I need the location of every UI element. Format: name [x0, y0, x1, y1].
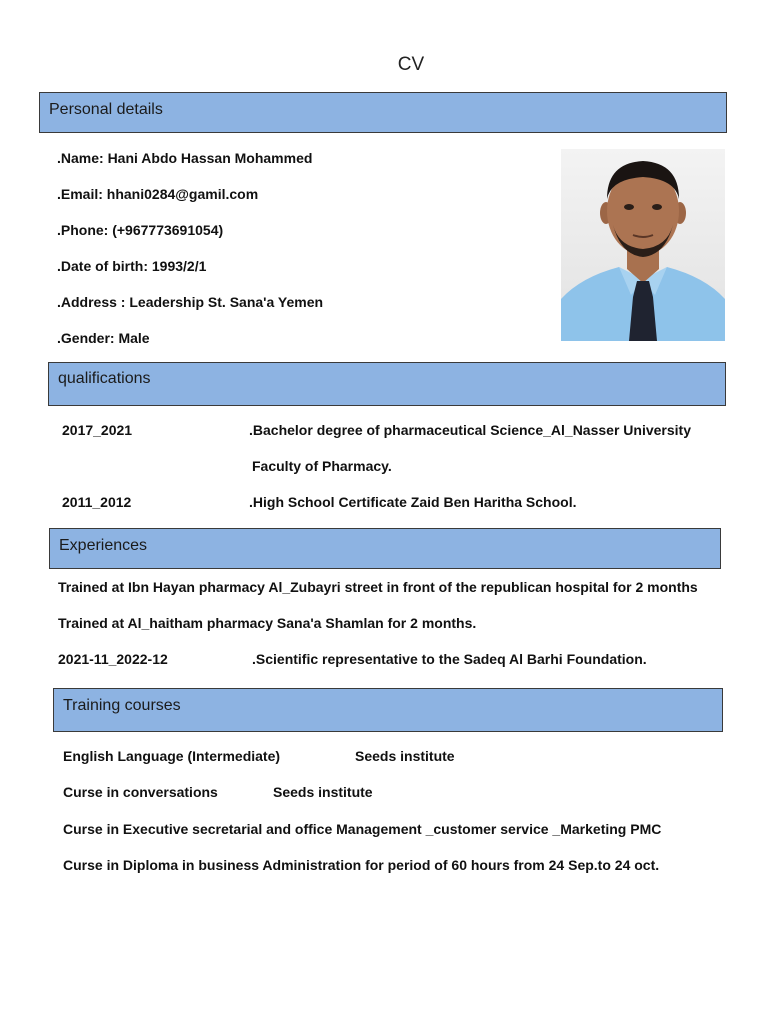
training-4: Curse in Diploma in business Administration for period of 60 hours from 24 Sep.to 24 oct. [63, 857, 660, 873]
section-header-training: Training courses [53, 688, 723, 732]
personal-name: .Name: Hani Abdo Hassan Mohammed [57, 150, 313, 166]
personal-email: .Email: hhani0284@gamil.com [57, 186, 259, 202]
profile-photo-illustration [561, 149, 725, 341]
profile-photo [561, 149, 725, 341]
personal-dob: .Date of birth: 1993/2/1 [57, 258, 207, 274]
qualification-1-years: 2017_2021 [62, 422, 133, 438]
training-1-institute: Seeds institute [355, 748, 455, 764]
qualification-1-desc-cont: Faculty of Pharmacy. [252, 458, 392, 474]
section-header-qualifications: qualifications [48, 362, 726, 406]
personal-phone: .Phone: (+967773691054) [57, 222, 224, 238]
section-header-personal: Personal details [39, 92, 727, 133]
training-1-name: English Language (Intermediate) [63, 748, 281, 764]
training-2-name: Curse in conversations [63, 784, 218, 800]
qualification-2-years: 2011_2012 [62, 494, 132, 510]
experience-1: Trained at Ibn Hayan pharmacy Al_Zubayri street in front of the republican hospital for 2 months [58, 579, 698, 595]
experience-3-desc: .Scientific representative to the Sadeq Al Barhi Foundation. [252, 651, 647, 667]
page-title: CV [397, 54, 425, 75]
qualification-1-desc: .Bachelor degree of pharmaceutical Science_Al_Nasser University [249, 422, 691, 438]
training-3: Curse in Executive secretarial and office Management _customer service _Marketing PMC [63, 821, 662, 837]
section-header-experiences: Experiences [49, 528, 721, 569]
qualification-2-desc: .High School Certificate Zaid Ben Haritha School. [249, 494, 577, 510]
training-2-institute: Seeds institute [273, 784, 373, 800]
personal-address: .Address : Leadership St. Sana'a Yemen [57, 294, 324, 310]
experience-2: Trained at Al_haitham pharmacy Sana'a Shamlan for 2 months. [58, 615, 477, 631]
experience-3-years: 2021-11_2022-12 [58, 651, 168, 667]
personal-gender: .Gender: Male [57, 330, 150, 346]
